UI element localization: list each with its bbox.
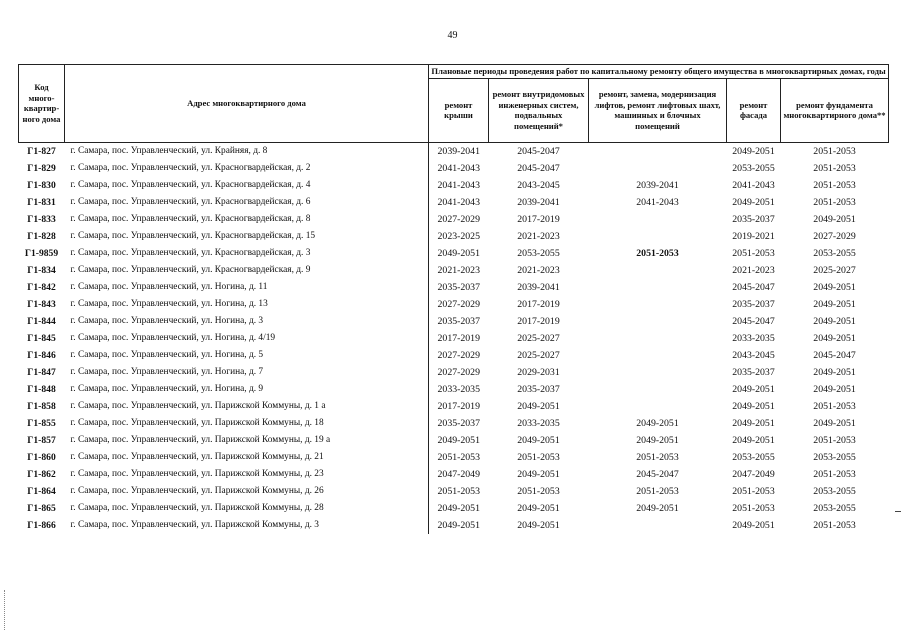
cell-address: г. Самара, пос. Управленческий, ул. Парижской Коммуны, д. 21 <box>70 451 324 462</box>
cell-address: г. Самара, пос. Управленческий, ул. Красногвардейская, д. 2 <box>70 162 311 173</box>
cell-address: г. Самара, пос. Управленческий, ул. Ногина, д. 3 <box>70 315 264 326</box>
cell-roof: 2027-2029 <box>429 211 489 228</box>
cell-foundation: 2049-2051 <box>813 366 856 378</box>
cell-lifts: 2051-2053 <box>636 451 679 463</box>
header-roof: ремонт крыши <box>429 78 489 142</box>
cell-address: г. Самара, пос. Управленческий, ул. Парижской Коммуны, д. 26 <box>70 485 324 496</box>
cell-address: г. Самара, пос. Управленческий, ул. Ногина, д. 9 <box>70 383 264 394</box>
cell-lifts: 2051-2053 <box>636 247 679 259</box>
cell-foundation: 2051-2053 <box>813 162 856 174</box>
cell-facade: 2049-2051 <box>732 400 775 412</box>
cell-facade: 2051-2053 <box>732 485 775 497</box>
cell-foundation: 2053-2055 <box>813 247 856 259</box>
table-row <box>19 142 889 160</box>
cell-facade: 2051-2053 <box>732 502 775 514</box>
cell-lifts: 2049-2051 <box>636 417 679 429</box>
cell-roof: 2049-2051 <box>429 245 489 262</box>
cell-foundation: 2045-2047 <box>813 349 856 361</box>
cell-code: Г1-842 <box>27 281 56 293</box>
repair-schedule-table <box>18 64 889 534</box>
cell-systems: 2025-2027 <box>517 332 560 344</box>
cell-lifts: 2049-2051 <box>636 502 679 514</box>
cell-lifts <box>589 211 727 228</box>
cell-foundation: 2051-2053 <box>813 468 856 480</box>
cell-roof: 2049-2051 <box>429 517 489 534</box>
cell-foundation: 2051-2053 <box>813 145 856 157</box>
table-row <box>19 398 889 415</box>
cell-lifts <box>589 279 727 296</box>
table-row <box>19 364 889 381</box>
cell-address: г. Самара, пос. Управленческий, ул. Парижской Коммуны, д. 19 а <box>70 434 331 445</box>
cell-lifts: 2039-2041 <box>636 179 679 191</box>
table-row <box>19 449 889 466</box>
scan-edge-tick <box>895 511 901 512</box>
cell-roof: 2027-2029 <box>429 296 489 313</box>
cell-roof: 2027-2029 <box>429 364 489 381</box>
header-code: Код много-квартир-ного дома <box>19 65 65 143</box>
cell-lifts <box>589 313 727 330</box>
cell-foundation: 2051-2053 <box>813 196 856 208</box>
cell-systems: 2039-2041 <box>517 281 560 293</box>
cell-address: г. Самара, пос. Управленческий, ул. Парижской Коммуны, д. 28 <box>70 502 324 513</box>
cell-facade: 2035-2037 <box>732 213 775 225</box>
cell-code: Г1-9859 <box>24 247 59 259</box>
cell-lifts <box>589 398 727 415</box>
cell-roof: 2051-2053 <box>429 449 489 466</box>
cell-facade: 2033-2035 <box>732 332 775 344</box>
cell-address: г. Самара, пос. Управленческий, ул. Парижской Коммуны, д. 1 а <box>70 400 326 411</box>
cell-code: Г1-833 <box>27 213 56 225</box>
cell-roof: 2035-2037 <box>429 313 489 330</box>
cell-systems: 2051-2053 <box>517 451 560 463</box>
cell-lifts <box>589 142 727 160</box>
cell-facade: 2049-2051 <box>732 417 775 429</box>
table-row <box>19 262 889 279</box>
cell-systems: 2021-2023 <box>517 264 560 276</box>
cell-address: г. Самара, пос. Управленческий, ул. Ногина, д. 4/19 <box>70 332 276 343</box>
cell-code: Г1-845 <box>27 332 56 344</box>
cell-foundation: 2053-2055 <box>813 451 856 463</box>
table-row <box>19 330 889 347</box>
cell-code: Г1-834 <box>27 264 56 276</box>
table-row <box>19 296 889 313</box>
table-row <box>19 313 889 330</box>
table-row <box>19 466 889 483</box>
cell-lifts <box>589 330 727 347</box>
table-row <box>19 347 889 364</box>
cell-lifts <box>589 364 727 381</box>
cell-systems: 2049-2051 <box>517 519 560 531</box>
cell-roof: 2049-2051 <box>429 500 489 517</box>
cell-facade: 2053-2055 <box>732 451 775 463</box>
cell-systems: 2017-2019 <box>517 298 560 310</box>
cell-facade: 2045-2047 <box>732 281 775 293</box>
cell-facade: 2021-2023 <box>732 264 775 276</box>
cell-foundation: 2051-2053 <box>813 400 856 412</box>
cell-lifts <box>589 296 727 313</box>
cell-address: г. Самара, пос. Управленческий, ул. Парижской Коммуны, д. 18 <box>70 417 324 428</box>
cell-foundation: 2051-2053 <box>813 519 856 531</box>
cell-code: Г1-848 <box>27 383 56 395</box>
cell-code: Г1-865 <box>27 502 56 514</box>
cell-facade: 2051-2053 <box>732 247 775 259</box>
table-row <box>19 245 889 262</box>
header-foundation: ремонт фундамента многоквартирного дома** <box>781 78 889 142</box>
header-address: Адрес многоквартирного дома <box>65 65 429 143</box>
cell-lifts: 2051-2053 <box>636 485 679 497</box>
cell-lifts <box>589 228 727 245</box>
cell-systems: 2021-2023 <box>517 230 560 242</box>
header-systems: ремонт внутридомовых инженерных систем, подвальных помещений* <box>489 78 589 142</box>
table-row <box>19 432 889 449</box>
cell-address: г. Самара, пос. Управленческий, ул. Красногвардейская, д. 6 <box>70 196 311 207</box>
cell-lifts <box>589 160 727 177</box>
cell-address: г. Самара, пос. Управленческий, ул. Красногвардейская, д. 4 <box>70 179 311 190</box>
cell-address: г. Самара, пос. Управленческий, ул. Ногина, д. 11 <box>70 281 268 292</box>
cell-systems: 2049-2051 <box>517 400 560 412</box>
cell-facade: 2035-2037 <box>732 366 775 378</box>
cell-systems: 2049-2051 <box>517 434 560 446</box>
cell-roof: 2039-2041 <box>429 142 489 160</box>
table-row <box>19 415 889 432</box>
cell-roof: 2041-2043 <box>429 177 489 194</box>
table-row <box>19 211 889 228</box>
cell-facade: 2045-2047 <box>732 315 775 327</box>
cell-roof: 2033-2035 <box>429 381 489 398</box>
cell-roof: 2017-2019 <box>429 398 489 415</box>
cell-systems: 2039-2041 <box>517 196 560 208</box>
cell-facade: 2049-2051 <box>732 383 775 395</box>
cell-lifts: 2049-2051 <box>636 434 679 446</box>
cell-code: Г1-844 <box>27 315 56 327</box>
cell-systems: 2049-2051 <box>517 502 560 514</box>
cell-systems: 2017-2019 <box>517 315 560 327</box>
cell-code: Г1-829 <box>27 162 56 174</box>
cell-systems: 2053-2055 <box>517 247 560 259</box>
table-row <box>19 500 889 517</box>
page-number: 49 <box>447 30 458 41</box>
cell-facade: 2041-2043 <box>732 179 775 191</box>
cell-roof: 2017-2019 <box>429 330 489 347</box>
cell-address: г. Самара, пос. Управленческий, ул. Красногвардейская, д. 9 <box>70 264 311 275</box>
cell-code: Г1-866 <box>27 519 56 531</box>
scan-edge-marks <box>4 590 7 630</box>
cell-address: г. Самара, пос. Управленческий, ул. Красногвардейская, д. 15 <box>70 230 316 241</box>
cell-address: г. Самара, пос. Управленческий, ул. Ногина, д. 13 <box>70 298 268 309</box>
table-body <box>19 142 889 534</box>
cell-systems: 2045-2047 <box>517 162 560 174</box>
cell-lifts <box>589 381 727 398</box>
cell-code: Г1-830 <box>27 179 56 191</box>
cell-foundation: 2049-2051 <box>813 315 856 327</box>
cell-code: Г1-864 <box>27 485 56 497</box>
table-row <box>19 483 889 500</box>
cell-systems: 2043-2045 <box>517 179 560 191</box>
cell-foundation: 2049-2051 <box>813 417 856 429</box>
table-row <box>19 160 889 177</box>
cell-lifts <box>589 347 727 364</box>
cell-roof: 2051-2053 <box>429 483 489 500</box>
cell-lifts <box>589 517 727 534</box>
cell-foundation: 2049-2051 <box>813 281 856 293</box>
cell-address: г. Самара, пос. Управленческий, ул. Красногвардейская, д. 8 <box>70 213 311 224</box>
cell-roof: 2023-2025 <box>429 228 489 245</box>
cell-foundation: 2049-2051 <box>813 332 856 344</box>
cell-systems: 2049-2051 <box>517 468 560 480</box>
cell-systems: 2029-2031 <box>517 366 560 378</box>
cell-roof: 2041-2043 <box>429 194 489 211</box>
cell-code: Г1-857 <box>27 434 56 446</box>
cell-systems: 2033-2035 <box>517 417 560 429</box>
cell-foundation: 2053-2055 <box>813 502 856 514</box>
cell-foundation: 2049-2051 <box>813 298 856 310</box>
table-row <box>19 194 889 211</box>
cell-roof: 2035-2037 <box>429 415 489 432</box>
cell-roof: 2049-2051 <box>429 432 489 449</box>
cell-address: г. Самара, пос. Управленческий, ул. Ногина, д. 5 <box>70 349 264 360</box>
cell-address: г. Самара, пос. Управленческий, ул. Крайняя, д. 8 <box>70 145 268 156</box>
cell-facade: 2049-2051 <box>732 434 775 446</box>
cell-code: Г1-846 <box>27 349 56 361</box>
cell-systems: 2025-2027 <box>517 349 560 361</box>
cell-systems: 2035-2037 <box>517 383 560 395</box>
cell-facade: 2049-2051 <box>732 196 775 208</box>
cell-code: Г1-862 <box>27 468 56 480</box>
cell-roof: 2035-2037 <box>429 279 489 296</box>
cell-lifts: 2045-2047 <box>636 468 679 480</box>
cell-systems: 2017-2019 <box>517 213 560 225</box>
cell-code: Г1-860 <box>27 451 56 463</box>
cell-foundation: 2051-2053 <box>813 434 856 446</box>
cell-lifts <box>589 262 727 279</box>
cell-facade: 2049-2051 <box>732 519 775 531</box>
cell-facade: 2043-2045 <box>732 349 775 361</box>
cell-address: г. Самара, пос. Управленческий, ул. Парижской Коммуны, д. 23 <box>70 468 324 479</box>
cell-foundation: 2053-2055 <box>813 485 856 497</box>
cell-roof: 2021-2023 <box>429 262 489 279</box>
cell-foundation: 2049-2051 <box>813 383 856 395</box>
table-row <box>19 177 889 194</box>
cell-foundation: 2051-2053 <box>813 179 856 191</box>
table-row <box>19 517 889 534</box>
cell-roof: 2027-2029 <box>429 347 489 364</box>
cell-code: Г1-843 <box>27 298 56 310</box>
cell-code: Г1-827 <box>27 145 56 157</box>
cell-facade: 2049-2051 <box>732 145 775 157</box>
header-lifts: ремонт, замена, модернизация лифтов, ремонт лифтовых шахт, машинных и блочных помещений <box>589 78 727 142</box>
cell-code: Г1-855 <box>27 417 56 429</box>
cell-roof: 2047-2049 <box>429 466 489 483</box>
cell-foundation: 2025-2027 <box>813 264 856 276</box>
cell-address: г. Самара, пос. Управленческий, ул. Ногина, д. 7 <box>70 366 264 377</box>
cell-lifts: 2041-2043 <box>636 196 679 208</box>
cell-foundation: 2027-2029 <box>813 230 856 242</box>
cell-address: г. Самара, пос. Управленческий, ул. Красногвардейская, д. 3 <box>70 247 311 258</box>
cell-code: Г1-847 <box>27 366 56 378</box>
cell-systems: 2051-2053 <box>517 485 560 497</box>
cell-facade: 2035-2037 <box>732 298 775 310</box>
table-row <box>19 279 889 296</box>
header-facade: ремонт фасада <box>727 78 781 142</box>
cell-code: Г1-831 <box>27 196 56 208</box>
table-row <box>19 228 889 245</box>
cell-code: Г1-828 <box>27 230 56 242</box>
cell-roof: 2041-2043 <box>429 160 489 177</box>
cell-facade: 2047-2049 <box>732 468 775 480</box>
table-row <box>19 381 889 398</box>
cell-facade: 2053-2055 <box>732 162 775 174</box>
cell-foundation: 2049-2051 <box>813 213 856 225</box>
cell-systems: 2045-2047 <box>517 145 560 157</box>
table-header <box>19 65 889 143</box>
header-periods-group: Плановые периоды проведения работ по капитальному ремонту общего имущества в многоквартирных домах, годы <box>429 65 889 79</box>
cell-code: Г1-858 <box>27 400 56 412</box>
cell-facade: 2019-2021 <box>732 230 775 242</box>
cell-address: г. Самара, пос. Управленческий, ул. Парижской Коммуны, д. 3 <box>70 519 319 530</box>
